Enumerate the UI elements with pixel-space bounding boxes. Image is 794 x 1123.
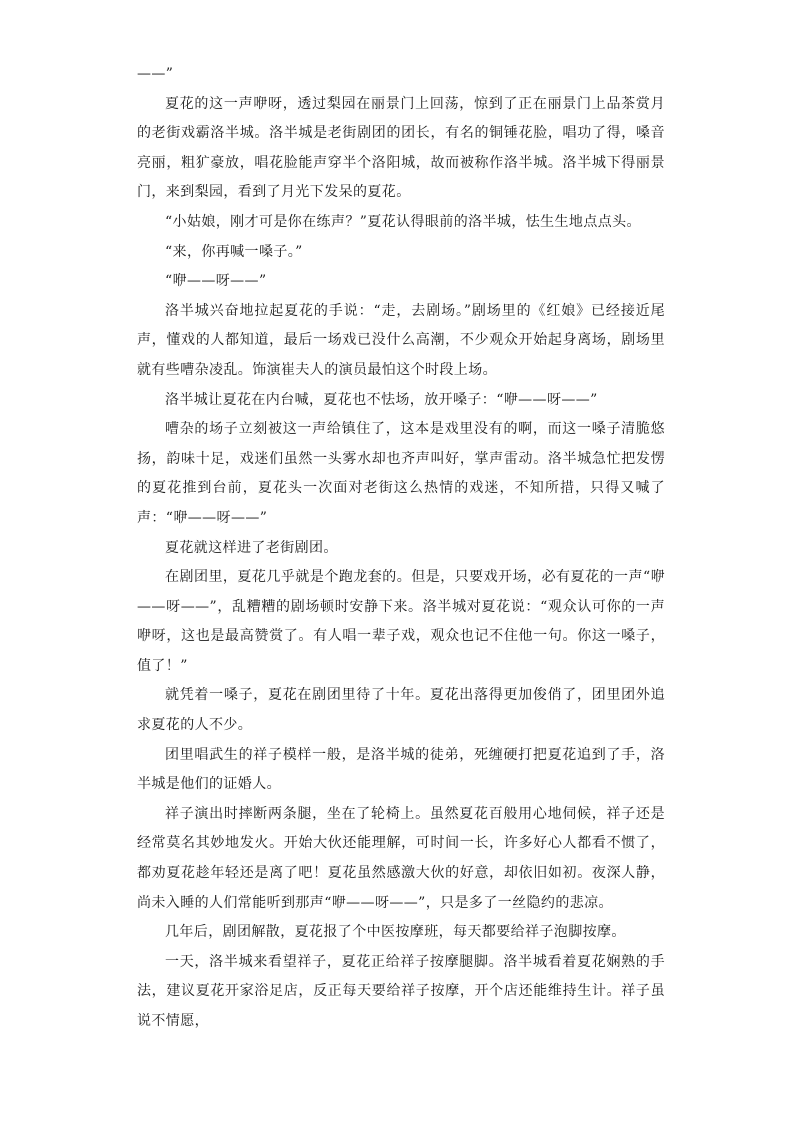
paragraph: 团里唱武生的祥子模样一般，是洛半城的徒弟，死缠硬打把夏花追到了手，洛半城是他们的证婚人。 (137, 746, 665, 793)
paragraph: 洛半城兴奋地拉起夏花的手说：“走，去剧场。”剧场里的《红娘》已经接近尾声，懂戏的人都知道，最后一场戏已没什么高潮，不少观众开始起身离场，剧场里就有些嘈杂凌乱。饰演崔夫人的演员最怕这个时段上场。 (137, 302, 665, 378)
paragraph: “咿——呀——” (165, 273, 267, 290)
paragraph: 夏花的这一声咿呀，透过梨园在丽景门上回荡，惊到了正在丽景门上品茶赏月的老街戏霸洛半城。洛半城是老街剧团的团长，有名的铜锤花脸，唱功了得，嗓音亮丽，粗犷豪放，唱花脸能声穿半个洛阳城，故而被称作洛半城。洛半城下得丽景门，来到梨园，看到了月光下发呆的夏花。 (137, 95, 665, 201)
paragraph: “小姑娘，刚才可是你在练声？”夏花认得眼前的洛半城，怯生生地点点头。 (165, 213, 641, 230)
paragraph: 几年后，剧团解散，夏花报了个中医按摩班，每天都要给祥子泡脚按摩。 (165, 924, 626, 941)
paragraph: 嘈杂的场子立刻被这一声给镇住了，这本是戏里没有的啊，而这一嗓子清脆悠扬，韵味十足，戏迷们虽然一头雾水却也齐声叫好，掌声雷动。洛半城急忙把发愣的夏花推到台前，夏花头一次面对老街这么热情的戏迷，不知所措，只得又喊了声：“咿——呀——” (137, 421, 665, 526)
paragraph: 就凭着一嗓子，夏花在剧团里待了十年。夏花出落得更加俊俏了，团里团外追求夏花的人不少。 (137, 687, 665, 734)
paragraph-continuation: ——” (137, 66, 174, 82)
paragraph: 夏花就这样进了老街剧团。 (165, 539, 338, 556)
paragraph: 一天，洛半城来看望祥子，夏花正给祥子按摩腿脚。洛半城看着夏花娴熟的手法，建议夏花开家浴足店，反正每天要给祥子按摩，开个店还能维持生计。祥子虽说不情愿， (137, 953, 665, 1029)
paragraph: 在剧团里，夏花几乎就是个跑龙套的。但是，只要戏开场，必有夏花的一声“咿——呀——”，乱糟糟的剧场顿时安静下来。洛半城对夏花说：“观众认可你的一声咿呀，这也是最高赞赏了。有人唱一辈子戏，观众也记不住他一句。你这一嗓子，值了！” (137, 569, 665, 674)
paragraph: 祥子演出时摔断两条腿，坐在了轮椅上。虽然夏花百般用心地伺候，祥子还是经常莫名其妙地发火。开始大伙还能理解，可时间一长，许多好心人都看不惯了，都劝夏花趁年轻还是离了吧！夏花虽然感激大伙的好意，却依旧如初。夜深人静，尚未入睡的人们常能听到那声“咿——呀——”，只是多了一丝隐约的悲凉。 (137, 805, 665, 911)
paragraph: 洛半城让夏花在内台喊，夏花也不怯场，放开嗓子：“咿——呀——” (165, 391, 598, 408)
paragraph: “来，你再喊一嗓子。” (165, 243, 303, 260)
story-text (137, 60, 665, 1037)
